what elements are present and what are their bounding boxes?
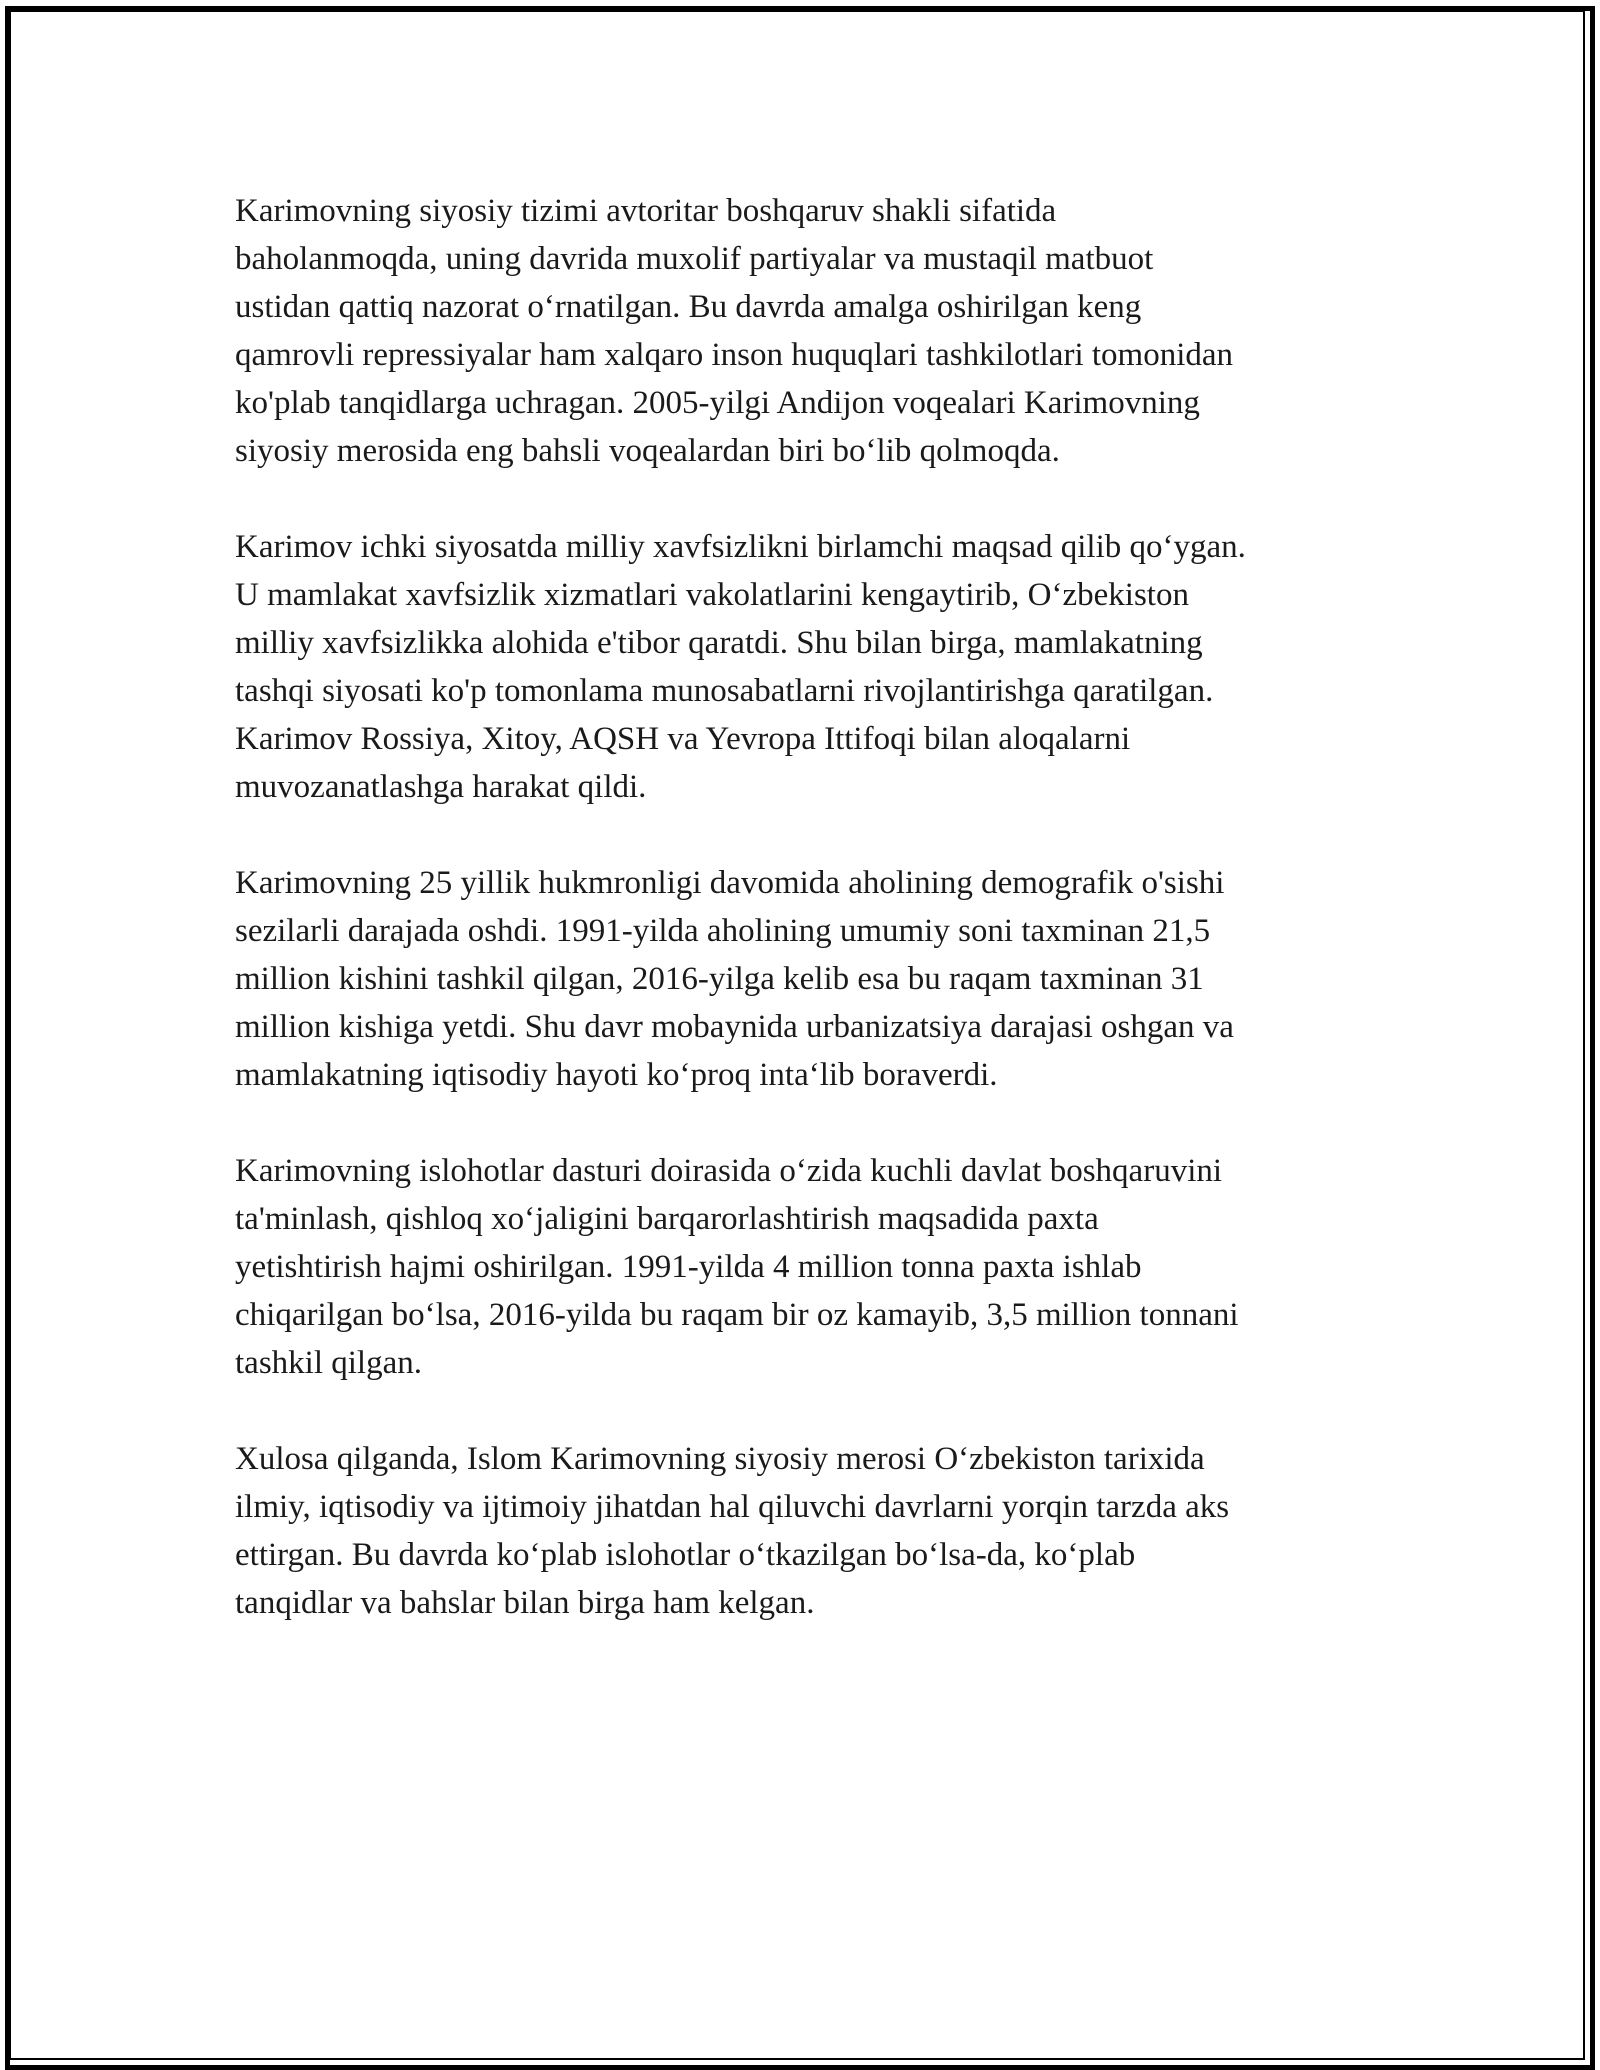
paragraph-national-security: Karimov ichki siyosatda milliy xavfsizlikni birlamchi maqsad qilib qo‘ygan. U mamlakat xavfsizlik xizmatlari vakolatlarini kengaytirib, O‘zbekiston milliy xavfsizlikka alohida e'tibor qaratdi. Shu bilan birga, mamlakatning tashqi siyosati ko'p tomonlama munosabatlarni rivojlantirishga qaratilgan. Karimov Rossiya, Xitoy, AQSH va Yevropa Ittifoqi bilan aloqalarni muvozanatlashga harakat qildi. [235,529,1246,805]
document-body [235,187,1370,1675]
paragraph-demographics: Karimovning 25 yillik hukmronligi davomida aholining demografik o'sishi sezilarli darajada oshdi. 1991-yilda aholining umumiy soni taxminan 21,5 million kishini tashkil qilgan, 2016-yilga kelib esa bu raqam taxminan 31 million kishiga yetdi. Shu davr mobaynida urbanizatsiya darajasi oshgan va mamlakatning iqtisodiy hayoti ko‘proq inta‘lib boraverdi. [235,865,1234,1093]
paragraph-conclusion: Xulosa qilganda, Islom Karimovning siyosiy merosi O‘zbekiston tarixida ilmiy, iqtisodiy va ijtimoiy jihatdan hal qiluvchi davrlarni yorqin tarzda aks ettirgan. Bu davrda ko‘plab islohotlar o‘tkazilgan bo‘lsa-da, ko‘plab tanqidlar va bahslar bilan birga ham kelgan. [235,1441,1230,1621]
paragraph-political-system: Karimovning siyosiy tizimi avtoritar boshqaruv shakli sifatida baholanmoqda, uning davrida muxolif partiyalar va mustaqil matbuot ustidan qattiq nazorat o‘rnatilgan. Bu davrda amalga oshirilgan keng qamrovli repressiyalar ham xalqaro inson huquqlari tashkilotlari tomonidan ko'plab tanqidlarga uchragan. 2005-yilgi Andijon voqealari Karimovning siyosiy merosida eng bahsli voqealardan biri bo‘lib qolmoqda. [235,193,1234,469]
paragraph-reforms-cotton: Karimovning islohotlar dasturi doirasida o‘zida kuchli davlat boshqaruvini ta'minlash, qishloq xo‘jaligini barqarorlashtirish maqsadida paxta yetishtirish hajmi oshirilgan. 1991-yilda 4 million tonna paxta ishlab chiqarilgan bo‘lsa, 2016-yilda bu raqam bir oz kamayib, 3,5 million tonnani tashkil qilgan. [235,1153,1239,1381]
